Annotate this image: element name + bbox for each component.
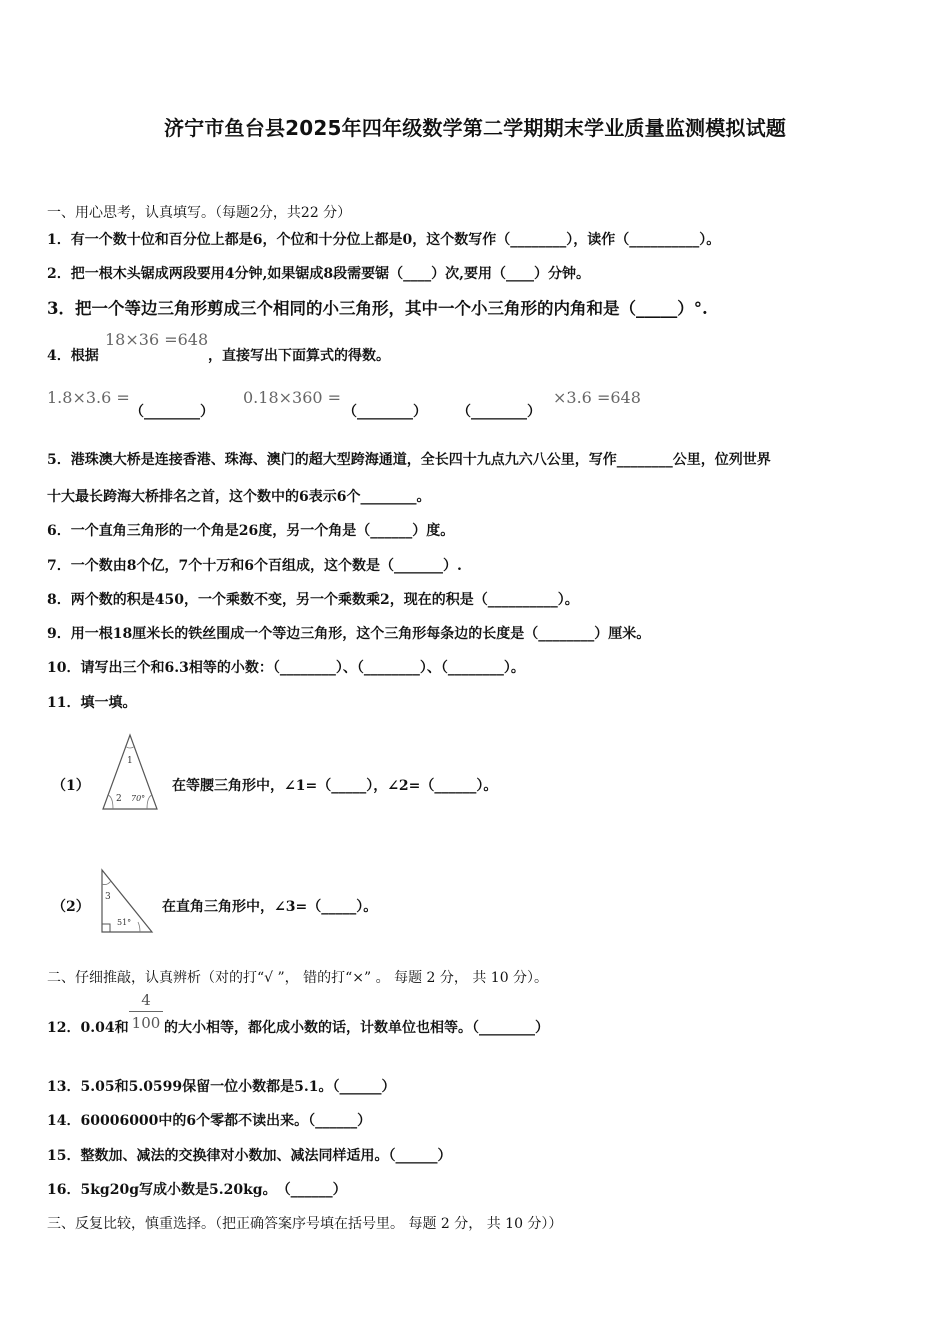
angle-2-label: 2	[116, 794, 122, 804]
question-4-blank-b: （________）	[343, 404, 427, 420]
page-title: 济宁市鱼台县2025年四年级数学第二学期期末学业质量监测模拟试题	[163, 116, 787, 140]
angle-51-label: 51°	[117, 918, 132, 927]
right-triangle-figure	[96, 866, 156, 936]
section-3-heading: 三、反复比较，慎重选择。（把正确答案序号填在括号里。 每题 2 分， 共 10 分））	[47, 1216, 563, 1232]
question-12-suffix: 的大小相等，都化成小数的话，计数单位也相等。（________）	[164, 1020, 549, 1036]
question-4-expr-b: 0.18×360 =	[243, 388, 342, 407]
question-4-blank-a: （________）	[130, 404, 214, 420]
angle-3-label: 3	[105, 892, 111, 902]
question-2: 2．把一根木头锯成两段要用4分钟,如果锯成8段需要锯（____）次,要用（____）分钟。	[47, 266, 590, 282]
question-12-prefix: 12．0.04和	[47, 1020, 129, 1036]
question-14: 14．60006000中的6个零都不读出来。（______）	[47, 1113, 372, 1129]
question-4-blank-c: （________）	[457, 404, 541, 420]
angle-70-label: 70°	[131, 794, 146, 803]
question-6: 6．一个直角三角形的一个角是26度，另一个角是（______）度。	[47, 523, 455, 539]
section-1-heading: 一、用心思考，认真填写。（每题2分，共22 分）	[47, 205, 352, 221]
section-2-heading: 二、仔细推敲，认真辨析（对的打“√ ”， 错的打“×” 。 每题 2 分， 共 10 分）。	[47, 970, 549, 986]
question-8: 8．两个数的积是450，一个乘数不变，另一个乘数乘2，现在的积是（__________）。	[47, 592, 579, 608]
question-4-expr-c: ×3.6 =648	[553, 388, 641, 407]
question-5-line-1: 5．港珠澳大桥是连接香港、珠海、澳门的超大型跨海通道，全长四十九点九六八公里，写作________公里，位列世界	[47, 452, 771, 468]
angle-1-label: 1	[127, 756, 133, 766]
question-16: 16．5kg20g写成小数是5.20kg。 （______）	[47, 1182, 347, 1198]
question-11-1-text: 在等腰三角形中，∠1=（_____），∠2=（______）。	[172, 778, 498, 794]
question-4-expr-a: 1.8×3.6 =	[47, 388, 130, 407]
question-4-prefix: 4．根据	[47, 348, 99, 364]
question-7: 7．一个数由8个亿，7个十万和6个百组成，这个数是（_______）.	[47, 558, 462, 574]
question-11: 11．填一填。	[47, 695, 137, 711]
question-4-suffix: ，直接写出下面算式的得数。	[208, 348, 390, 364]
question-5-line-2: 十大最长跨海大桥排名之首，这个数中的6表示6个________。	[47, 489, 431, 505]
question-3: 3．把一个等边三角形剪成三个相同的小三角形，其中一个小三角形的内角和是（_____）°.	[47, 299, 708, 318]
isosceles-triangle-figure	[98, 731, 162, 813]
fraction-bar	[129, 1011, 163, 1012]
question-11-2-text: 在直角三角形中，∠3=（_____）。	[162, 899, 378, 915]
question-1: 1．有一个数十位和百分位上都是6，个位和十分位上都是0，这个数写作（________），读作（__________）。	[47, 232, 721, 248]
question-4-formula: 18×36 =648	[105, 330, 209, 349]
question-11-2-label: （2）	[52, 899, 90, 915]
question-9: 9．用一根18厘米长的铁丝围成一个等边三角形，这个三角形每条边的长度是（________）厘米。	[47, 626, 651, 642]
fraction-denominator: 100	[131, 1014, 161, 1032]
fraction-4-100	[129, 991, 163, 1032]
fraction-numerator: 4	[141, 991, 151, 1009]
question-11-1-label: （1）	[52, 778, 90, 794]
question-10: 10．请写出三个和6.3相等的小数：（________）、（________）、（________）。	[47, 660, 525, 676]
question-15: 15．整数加、减法的交换律对小数加、减法同样适用。（______）	[47, 1148, 452, 1164]
question-13: 13．5.05和5.0599保留一位小数都是5.1。（______）	[47, 1079, 396, 1095]
